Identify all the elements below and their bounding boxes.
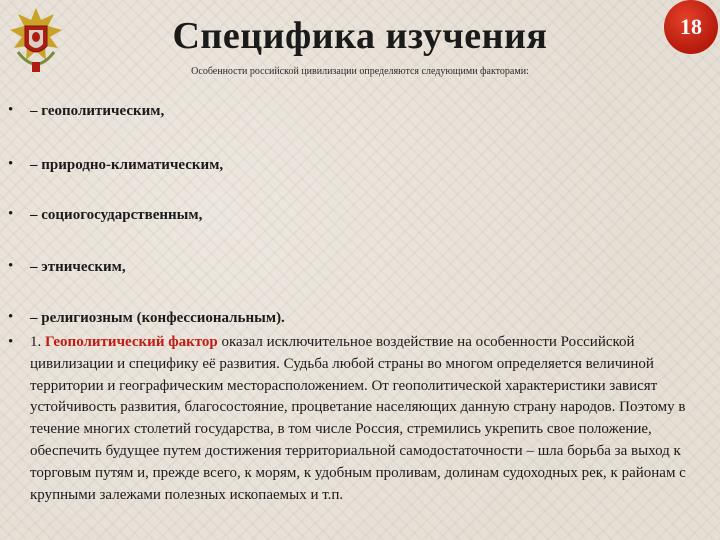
paragraph-text: оказал исключительное воздействие на особенности Российской цивилизации и специфику её развития. Судьба любой страны во многом определяется величиной территории и географическим месторасположением. От геополитической характеристики зависят устойчивость развития, благосостояние, процветание населяющих данную страну народов. Поэтому в течение многих столетий государства, в том числе Россия, стремились укрепить свое положение, обеспечить будущее путем достижения территориальной самодостаточности – шла борьба за выход к торговым путям и, прежде всего, к морям, к удобным проливам, долинам судоходных рек, к районам с крупными залежами полезных ископаемых и т.п. (30, 334, 686, 503)
bullet-icon: • (8, 102, 14, 118)
factor-text: – природно-климатическим, (30, 157, 224, 173)
factor-text: – геополитическим, (30, 103, 165, 119)
factor-text: – социогосударственным, (30, 207, 203, 223)
factor-text: – религиозным (конфессиональным). (30, 310, 285, 326)
slide-subtitle: Особенности российской цивилизации определяются следующими факторами: (191, 66, 529, 77)
geopolitical-paragraph (8, 332, 713, 506)
factor-text: – этническим, (30, 259, 126, 275)
bullet-icon: • (8, 156, 14, 172)
bullet-icon: • (8, 206, 14, 222)
slide-title: Специфика изучения (172, 15, 548, 57)
paragraph-prefix: 1. (30, 334, 45, 350)
bullet-icon: • (8, 258, 14, 274)
bullet-icon: • (8, 334, 14, 350)
slide-number-badge: 18 (664, 0, 718, 54)
highlighted-term: Геополитический фактор (45, 334, 218, 350)
bullet-icon: • (8, 309, 14, 325)
